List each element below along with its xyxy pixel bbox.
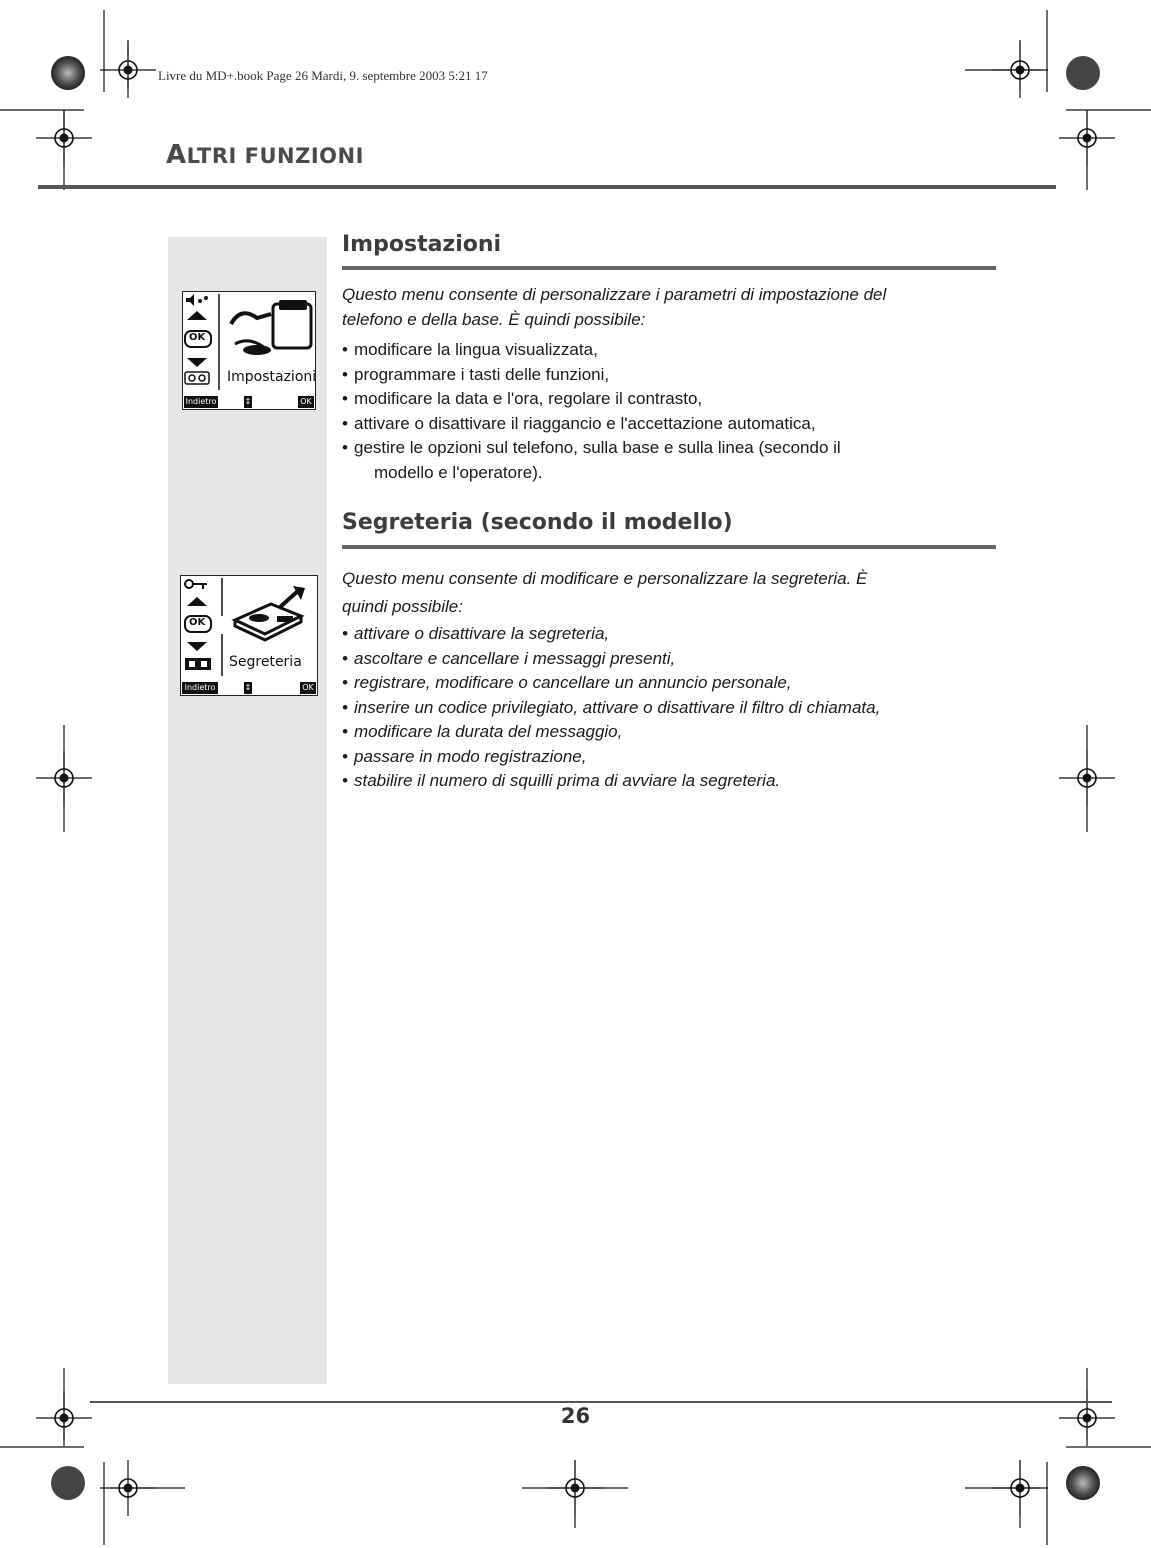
impostazioni-bullet-list	[342, 338, 1012, 485]
list-item: • attivare o disattivare il riaggancio e l'accettazione automatica,	[342, 412, 1012, 437]
list-item: • registrare, modificare o cancellare un annuncio personale,	[342, 671, 1032, 696]
section-rule	[342, 266, 996, 270]
list-item: • modificare la lingua visualizzata,	[342, 338, 1012, 363]
list-item: • gestire le opzioni sul telefono, sulla base e sulla linea (secondo il modello e l'operatore).	[342, 436, 1012, 485]
segreteria-bullet-list	[342, 622, 1032, 794]
answering-machine-icon	[229, 582, 313, 642]
softkey-ok: OK	[300, 682, 316, 694]
chapter-title	[166, 140, 364, 170]
list-item: • modificare la data e l'ora, regolare il contrasto,	[342, 387, 1012, 412]
settings-tools-icon	[227, 294, 317, 364]
screen-ok-icon: OK	[189, 617, 206, 628]
softkey-scroll-icon: ↕	[244, 683, 252, 692]
speaker-note-icon	[186, 294, 208, 306]
section-intro	[342, 282, 1012, 332]
answering-machine-key-icon	[185, 658, 211, 670]
softkey-back: Indietro	[185, 397, 217, 406]
screen-side-icons	[181, 576, 225, 680]
list-item: • modificare la durata del messaggio,	[342, 720, 1032, 745]
list-item-continuation: modello e l'operatore).	[374, 462, 543, 482]
softkey-back: Indietro	[182, 682, 218, 694]
screen-menu-label: Segreteria	[229, 654, 302, 670]
list-item: • passare in modo registrazione,	[342, 745, 1032, 770]
softkey-ok: OK	[298, 396, 314, 408]
softkey-scroll-icon: ↕	[244, 397, 252, 406]
section-heading-impostazioni: Impostazioni	[342, 232, 502, 257]
chapter-title-rest: LTRI FUNZIONI	[186, 144, 364, 168]
list-item: • inserire un codice privilegiato, attivare o disattivare il filtro di chiamata,	[342, 696, 1032, 721]
section-intro	[342, 565, 992, 621]
section-rule	[342, 545, 996, 549]
section-heading-segreteria: Segreteria (secondo il modello)	[342, 510, 733, 535]
arrow-down-icon	[187, 358, 207, 367]
chapter-title-rule	[38, 185, 1056, 189]
page-number: 26	[560, 1404, 591, 1428]
arrow-up-icon	[187, 311, 207, 320]
arrow-down-icon	[187, 642, 207, 651]
screen-menu-label: Impostazioni	[227, 369, 317, 385]
tape-icon	[185, 372, 209, 384]
list-item: • programmare i tasti delle funzioni,	[342, 363, 1012, 388]
screen-softkey-bar	[181, 681, 317, 695]
settings-key-icon	[185, 580, 207, 589]
intro-line: telefono e della base. È quindi possibile:	[342, 310, 646, 329]
list-item: • ascoltare e cancellare i messaggi presenti,	[342, 647, 1032, 672]
handset-screen-impostazioni	[182, 291, 316, 410]
intro-line: quindi possibile:	[342, 597, 463, 616]
screen-side-icons	[183, 292, 223, 394]
list-item: • stabilire il numero di squilli prima di avviare la segreteria.	[342, 769, 1032, 794]
list-item: • attivare o disattivare la segreteria,	[342, 622, 1032, 647]
intro-line: Questo menu consente di personalizzare i parametri di impostazione del	[342, 285, 887, 304]
footer-rule	[90, 1401, 1112, 1403]
intro-line: Questo menu consente di modificare e personalizzare la segreteria. È	[342, 569, 868, 588]
arrow-up-icon	[187, 597, 207, 606]
screen-softkey-bar	[183, 395, 315, 409]
chapter-title-initial: A	[166, 140, 187, 170]
screen-ok-icon: OK	[189, 332, 206, 343]
print-slug-header: Livre du MD+.book Page 26 Mardi, 9. septembre 2003 5:21 17	[158, 68, 488, 83]
handset-screen-segreteria	[180, 575, 318, 696]
